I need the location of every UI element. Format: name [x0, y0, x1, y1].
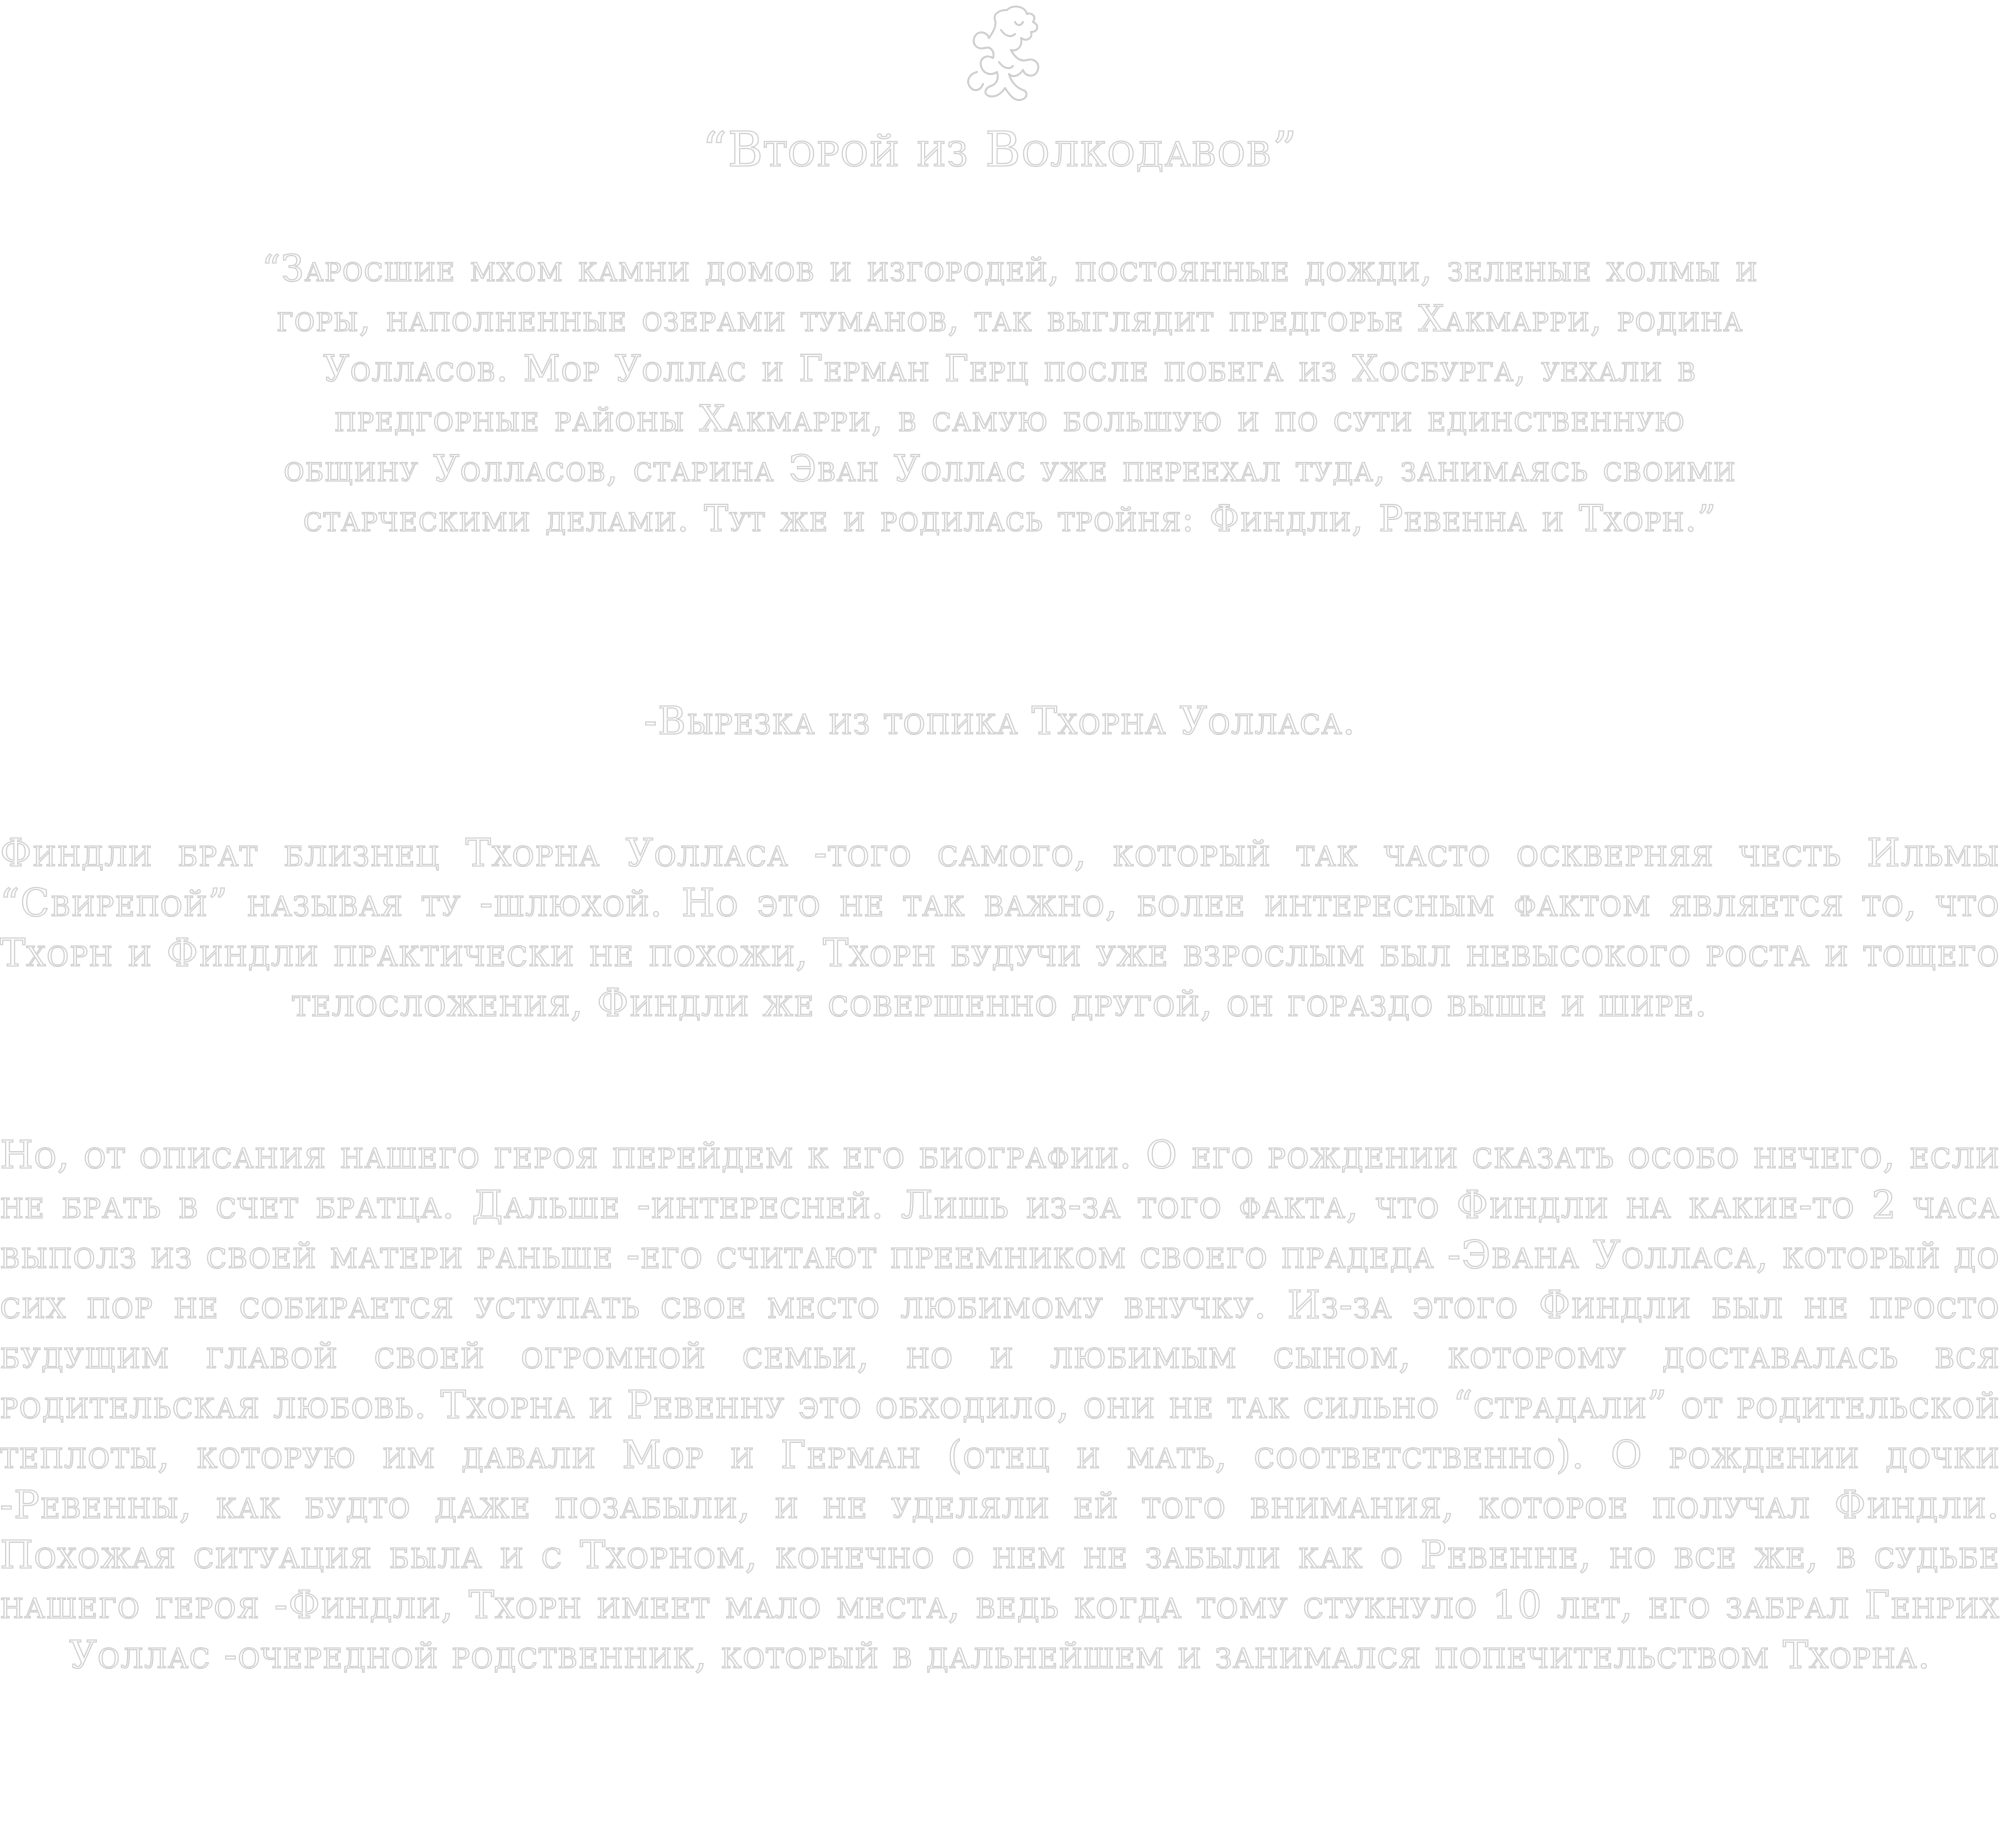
epigraph-attribution: -Вырезка из топика Тхорна Уолласа. — [644, 699, 1356, 743]
body-paragraph: Но, от описания нашего героя перейдем к его биографии. О его рождении сказать особо нечего, если не брать в счет братца. Дальше -интересней. Лишь из-за того факта, что Финдли на какие-то 2 часа выполз из своей матери раньше -его считают преемником своего прадеда -Эвана Уолласа, который до сих пор не собирается уступать свое место любимому внучку. Из-за этого Финдли был не просто будущим главой своей огромной семьи, но и любимым сыном, которому доставалась вся родительская любовь. Тхорна и Ревенну это обходило, они не так сильно “страдали” от родительской теплоты, которую им давали Мор и Герман (отец и мать, соответственно). О рождении дочки -Ревенны, как будто даже позабыли, и не уделяли ей того внимания, которое получал Финдли. Похожая ситуация была и с Тхорном, конечно о нем не забыли как о Ревенне, но все же, в судьбе нашего героя -Финдли, Тхорн имеет мало места, ведь когда тому стукнуло 10 лет, его забрал Генрих Уоллас -очередной родственник, который в дальнейшем и занимался попечительством Тхорна. — [0, 1133, 2000, 1677]
page-title: “Второй из Волкодавов” — [702, 122, 1298, 178]
rampant-lion-crest-icon — [955, 2, 1047, 106]
body-paragraph: Финдли брат близнец Тхорна Уолласа -того самого, который так часто оскверняя честь Ильмы “Свирепой” называя ту -шлюхой. Но это не так важно, более интересным фактом является то, что Тхорн и Финдли практически не похожи, Тхорн будучи уже взрослым был невысокого роста и тощего телосложения, Финдли же совершенно другой, он гораздо выше и шире. — [0, 831, 2000, 1025]
epigraph-quote: “Заросшие мхом камни домов и изгородей, постоянные дожди, зеленые холмы и горы, наполненные озерами туманов, так выглядит предгорье Хакмарри, родина Уолласов. Мор Уоллас и Герман Герц после побега из Хосбурга, уехали в предгорные районы Хакмарри, в самую большую и по сути единственную общину Уолласов, старина Эван Уоллас уже переехал туда, занимаясь своими старческими делами. Тут же и родилась тройня: Финдли, Ревенна и Тхорн.” — [261, 249, 1759, 540]
